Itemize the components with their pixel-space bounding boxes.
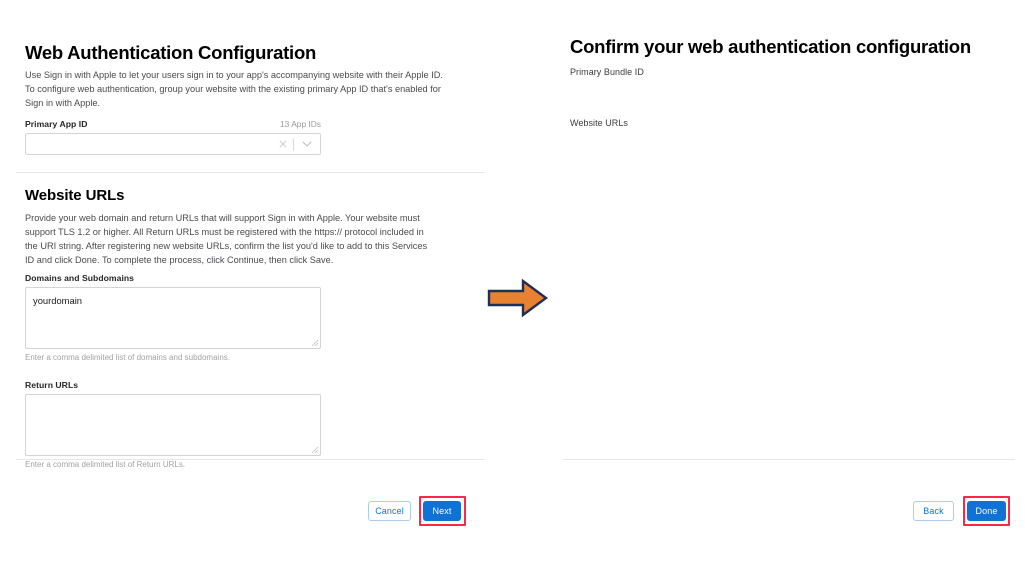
resize-handle-icon[interactable] [310, 338, 319, 347]
confirm-page-title: Confirm your web authentication configuration [570, 36, 971, 57]
primary-bundle-id-label: Primary Bundle ID [570, 67, 644, 77]
return-urls-label: Return URLs [25, 380, 79, 390]
footer-divider-left [16, 459, 484, 460]
confirm-configuration-panel [545, 0, 1025, 588]
resize-handle-icon[interactable] [310, 445, 319, 454]
cancel-button[interactable]: Cancel [368, 501, 411, 521]
right-arrow-icon [487, 278, 549, 318]
next-button[interactable]: Next [423, 501, 461, 521]
close-x-icon[interactable] [273, 134, 293, 154]
section-divider [16, 172, 484, 173]
primary-app-id-field-group [25, 119, 321, 155]
primary-app-id-label: Primary App ID [25, 119, 88, 129]
done-button[interactable]: Done [967, 501, 1006, 521]
chevron-down-icon[interactable] [294, 134, 320, 154]
confirm-website-urls-label: Website URLs [570, 118, 628, 128]
domains-value: yourdomain [33, 295, 82, 306]
website-urls-heading: Website URLs [25, 187, 125, 204]
app-id-count-label: 13 App IDs [280, 119, 321, 129]
footer-divider-right [563, 459, 1015, 460]
return-urls-helper-text: Enter a comma delimited list of Return URLs. [25, 460, 186, 469]
page-title: Web Authentication Configuration [25, 42, 317, 63]
domains-label: Domains and Subdomains [25, 273, 135, 283]
primary-app-id-select[interactable] [25, 133, 321, 155]
page-description: Use Sign in with Apple to let your users sign in to your app's accompanying website with their Apple ID. To configure web authentication, group your website with the existing primary App ID that's enabled for Sign in with Apple. [25, 70, 443, 108]
return-urls-field-group [25, 380, 321, 469]
return-urls-input[interactable] [25, 394, 321, 456]
back-button[interactable]: Back [913, 501, 954, 521]
domains-input[interactable] [25, 287, 321, 349]
website-urls-description: Provide your web domain and return URLs that will support Sign in with Apple. Your website must support TLS 1.2 or higher. All Return URLs must be registered with the https:// protocol included in the URI string. After registering new website URLs, confirm the list you'd like to add to this Services ID and click Done. To complete the process, click Continue, then click Save. [25, 213, 428, 265]
domains-helper-text: Enter a comma delimited list of domains and subdomains. [25, 353, 230, 362]
web-authentication-configuration-panel [0, 0, 500, 588]
domains-and-subdomains-field-group [25, 273, 321, 362]
